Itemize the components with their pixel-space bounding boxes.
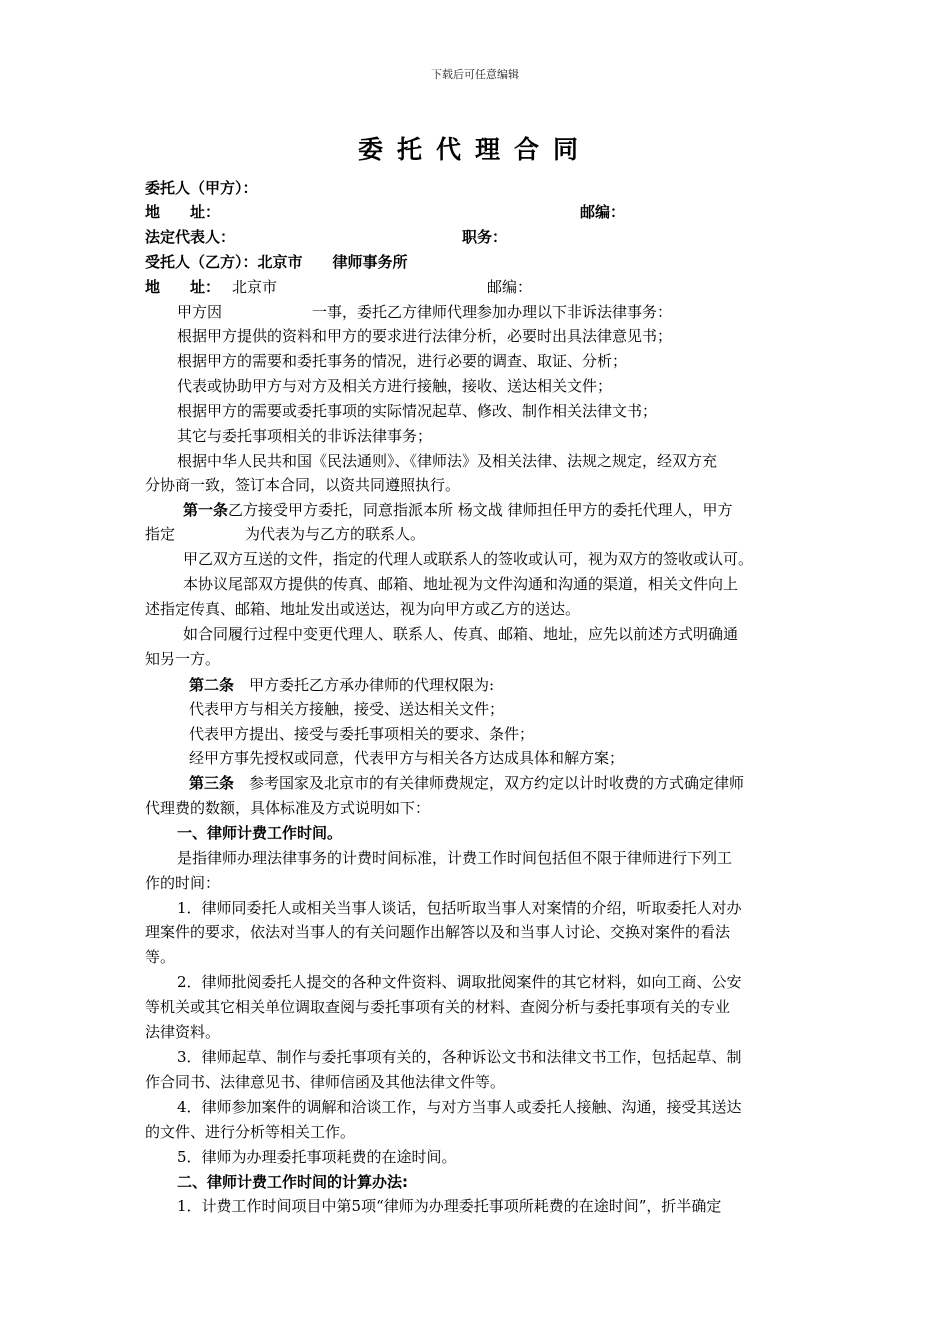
- section1-item: 的文件、进行分析等相关工作。: [145, 1123, 356, 1141]
- article2-line: [189, 673, 494, 697]
- page-title: 委托代理合同: [357, 135, 592, 164]
- party-a-address-label: 地 址：: [145, 203, 221, 221]
- article1-p4: 知另一方。: [145, 650, 221, 668]
- party-b-address-value: 北京市: [232, 278, 278, 296]
- section1-item: 作合同书、法律意见书、律师信函及其他法律文件等。: [145, 1073, 506, 1091]
- article1-p2: 甲乙双方互送的文件，指定的代理人或联系人的签收或认可，视为双方的签收或认可。: [183, 550, 754, 568]
- article1-p3: 本协议尾部双方提供的传真、邮箱、地址视为文件沟通和沟通的渠道，相关文件向上: [183, 575, 739, 593]
- basis-line: 分协商一致，签订本合同，以资共同遵照执行。: [145, 476, 461, 494]
- article3-line2: 代理费的数额，具体标准及方式说明如下：: [145, 799, 431, 817]
- party-a-label: 委托人（甲方）：: [145, 179, 258, 197]
- party-b-postcode-label: 邮编：: [487, 278, 533, 296]
- intro-line: 代表或协助甲方与对方及相关方进行接触，接收、送达相关文件；: [177, 377, 613, 395]
- section1-item: 等。: [145, 948, 176, 966]
- article3-text: 参考国家及北京市的有关律师费规定，双方约定以计时收费的方式确定律师: [249, 774, 745, 792]
- article1-text: 乙方接受甲方委托，同意指派本所 杨文战 律师担任甲方的委托代理人，甲方: [228, 501, 733, 519]
- header-note: 下载后可任意编辑: [431, 68, 519, 81]
- section1-item: 法律资料。: [145, 1023, 221, 1041]
- section1-item: 2．律师批阅委托人提交的各种文件资料、调取批阅案件的其它材料，如向工商、公安: [177, 973, 742, 991]
- article2-item: 经甲方事先授权或同意，代表甲方与相关各方达成具体和解方案；: [189, 749, 625, 767]
- section1-item: 1．律师同委托人或相关当事人谈话，包括听取当事人对案情的介绍，听取委托人对办: [177, 899, 742, 917]
- intro-line: 根据甲方的需要和委托事务的情况，进行必要的调查、取证、分析；: [177, 352, 628, 370]
- article1-line: [183, 498, 733, 522]
- article2-item: 代表甲方提出、接受与委托事项相关的要求、条件；: [189, 725, 535, 743]
- intro-line: 根据甲方提供的资料和甲方的要求进行法律分析，必要时出具法律意见书；: [177, 327, 673, 345]
- article3-line: [189, 771, 744, 795]
- section1-def: 作的时间：: [145, 874, 221, 892]
- article2-item: 代表甲方与相关方接触，接受、送达相关文件；: [189, 700, 505, 718]
- article2-heading: 第二条: [189, 676, 235, 694]
- intro-line: 根据甲方的需要或委托事项的实际情况起草、修改、制作相关法律文书；: [177, 402, 658, 420]
- section1-item: 3．律师起草、制作与委托事项有关的，各种诉讼文书和法律文书工作，包括起草、制: [177, 1048, 742, 1066]
- party-a-postcode-label: 邮编：: [580, 203, 626, 221]
- article1-line2b: 为代表为与乙方的联系人。: [245, 525, 426, 543]
- section2-heading: 二、律师计费工作时间的计算办法:: [177, 1173, 409, 1191]
- article3-heading: 第三条: [189, 774, 235, 792]
- legal-rep-label: 法定代表人：: [145, 228, 236, 246]
- article1-heading: 第一条: [183, 501, 229, 519]
- section1-item: 理案件的要求，依法对当事人的有关问题作出解答以及和当事人讨论、交换对案件的看法: [145, 923, 731, 941]
- section1-item: 等机关或其它相关单位调取查阅与委托事项有关的材料、查阅分析与委托事项有关的专业: [145, 998, 731, 1016]
- section1-heading: 一、律师计费工作时间。: [177, 824, 343, 842]
- basis-line: 根据中华人民共和国《民法通则》、《律师法》及相关法律、法规之规定，经双方充: [177, 452, 718, 470]
- article1-p4: 如合同履行过程中变更代理人、联系人、传真、邮箱、地址，应先以前述方式明确通: [183, 625, 739, 643]
- section1-item: 4．律师参加案件的调解和洽谈工作，与对方当事人或委托人接触、沟通，接受其送达: [177, 1098, 742, 1116]
- intro-line: 甲方因 一事，委托乙方律师代理参加办理以下非诉法律事务：: [177, 303, 673, 321]
- party-b-label: 受托人（乙方）：北京市 律师事务所: [145, 253, 408, 271]
- party-b-address-label: 地 址：: [145, 278, 221, 296]
- section1-def: 是指律师办理法律事务的计费时间标准，计费工作时间包括但不限于律师进行下列工: [177, 849, 733, 867]
- position-label: 职务：: [462, 228, 508, 246]
- article2-text: 甲方委托乙方承办律师的代理权限为:: [249, 676, 495, 694]
- section1-item: 5．律师为办理委托事项耗费的在途时间。: [177, 1148, 457, 1166]
- article1-line2a: 指定: [145, 525, 176, 543]
- intro-line: 其它与委托事项相关的非诉法律事务；: [177, 427, 433, 445]
- section2-item: 1．计费工作时间项目中第5项“律师为办理委托事项所耗费的在途时间”，折半确定: [177, 1197, 722, 1215]
- article1-p3: 述指定传真、邮箱、地址发出或送达，视为向甲方或乙方的送达。: [145, 600, 581, 618]
